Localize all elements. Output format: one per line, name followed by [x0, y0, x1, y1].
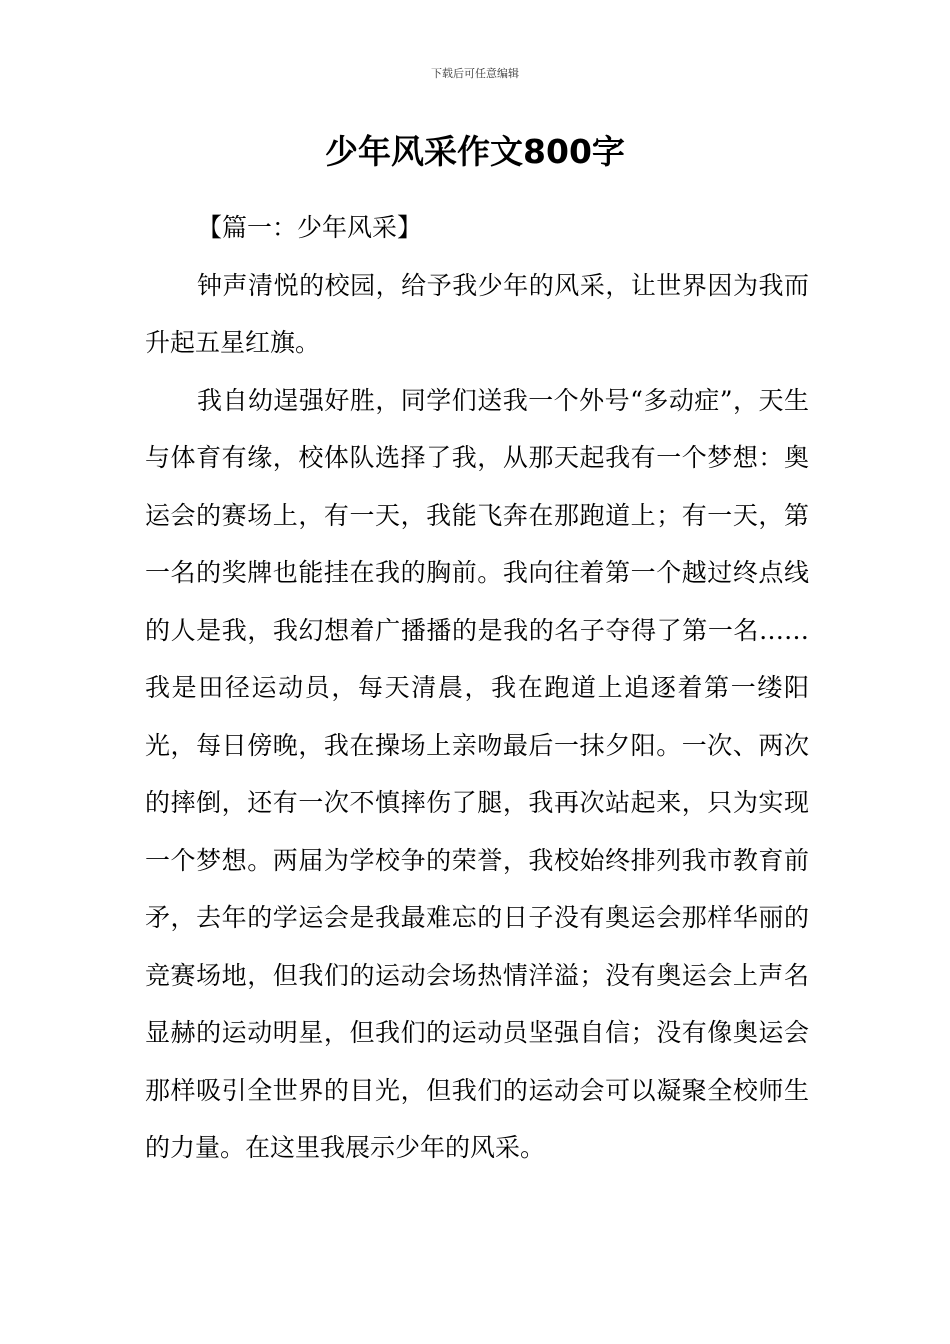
document-title: 少年风采作文800字 [325, 132, 625, 171]
paragraph-2: 我自幼逞强好胜，同学们送我一个外号“多动症”，天生与体育有缘，校体队选择了我，从那天起我有一个梦想：奥运会的赛场上，有一天，我能飞奔在那跑道上；有一天，第一名的奖牌也能挂在我的胸前。我向往着第一个越过终点线的人是我，我幻想着广播播的是我的名子夺得了第一名……我是田径运动员，每天清晨，我在跑道上追逐着第一缕阳光，每日傍晚，我在操场上亲吻最后一抹夕阳。一次、两次的摔倒，还有一次不慎摔伤了腿，我再次站起来，只为实现一个梦想。两届为学校争的荣誉，我校始终排列我市教育前矛，去年的学运会是我最难忘的日子没有奥运会那样华丽的竞赛场地，但我们的运动会场热情洋溢；没有奥运会上声名显赫的运动明星，但我们的运动员坚强自信；没有像奥运会那样吸引全世界的目光，但我们的运动会可以凝聚全校师生的力量。在这里我展示少年的风采。 [145, 385, 809, 1162]
header-note: 下载后可任意编辑 [431, 67, 519, 80]
paragraph-1: 钟声清悦的校园，给予我少年的风采，让世界因为我而升起五星红旗。 [145, 270, 809, 357]
document-body [145, 199, 809, 1177]
section-heading: 【篇一：少年风采】 [197, 213, 423, 242]
